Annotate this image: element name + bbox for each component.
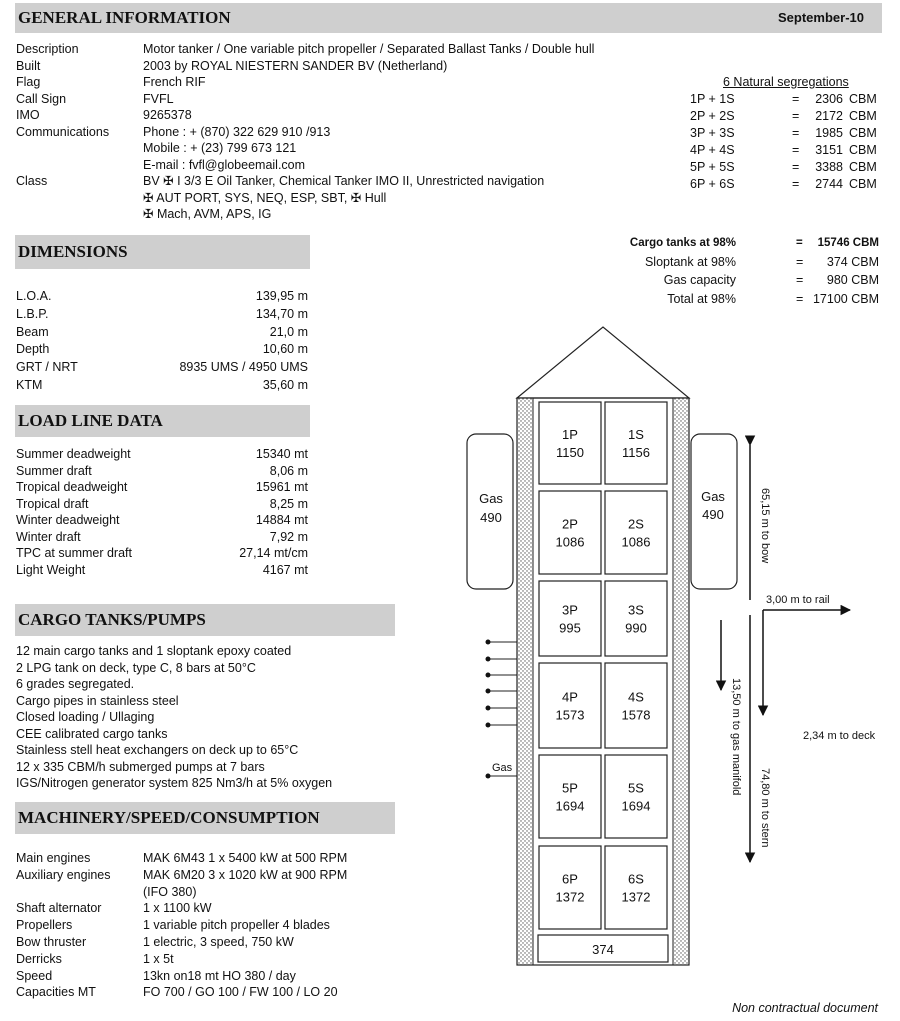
tank-6s	[605, 846, 667, 929]
general-label: Built	[16, 58, 41, 73]
tank-2p	[539, 491, 601, 574]
manifold-pipe-end	[486, 640, 491, 645]
tank-name: 4P	[562, 689, 578, 705]
cargo-tanks	[539, 402, 667, 929]
tank-2s	[605, 491, 667, 574]
general-value: Mobile : + (23) 799 673 121	[143, 141, 297, 155]
tank-name: 1S	[628, 427, 644, 442]
dimension-label: Beam	[16, 324, 49, 339]
manifold-pipe-end	[486, 673, 491, 678]
dimension-label: L.B.P.	[16, 306, 49, 321]
machinery-value: 1 variable pitch propeller 4 blades	[143, 918, 330, 933]
tank-capacity: 995	[559, 620, 581, 636]
cargo-title: CARGO TANKS/PUMPS	[18, 610, 206, 629]
tank-capacity: 1694	[555, 798, 585, 814]
general-value: FVFL	[143, 91, 174, 106]
general-value: 2003 by ROYAL NIESTERN SANDER BV (Netherland)	[143, 58, 448, 73]
dimension-label: GRT / NRT	[16, 360, 78, 375]
general-value: ✠ Mach, AVM, APS, IG	[143, 207, 272, 221]
dimension-value: 21,0 m	[269, 324, 308, 339]
machinery-value: 1 electric, 3 speed, 750 kW	[143, 935, 294, 949]
tank-name: 4S	[628, 689, 644, 705]
tank-5p	[539, 755, 601, 838]
segregation-value: 3151	[815, 143, 843, 157]
tank-capacity: 1086	[621, 534, 651, 550]
segregation-pair: 1P + 1S	[690, 92, 735, 106]
loadline-label: Summer deadweight	[16, 447, 131, 461]
tank-capacity: 1573	[555, 707, 585, 723]
manifold-pipe-end	[486, 706, 491, 711]
segregation-unit: CBM	[849, 160, 877, 174]
loadline-value: 8,06 m	[269, 463, 308, 478]
cargo-line: Cargo pipes in stainless steel	[16, 693, 179, 708]
machinery-value: (IFO 380)	[143, 884, 197, 899]
machinery-value: MAK 6M43 1 x 5400 kW at 500 RPM	[143, 851, 348, 865]
loadline-value: 15340 mt	[255, 447, 308, 461]
capacity-value: 980 CBM	[826, 273, 879, 287]
loadline-label: Summer draft	[16, 463, 92, 478]
cargo-line: IGS/Nitrogen generator system 825 Nm3/h at 5% oxygen	[16, 776, 333, 790]
loadline-label: Winter draft	[16, 529, 81, 544]
segregations-title: 6 Natural segregations	[723, 75, 849, 89]
tank-capacity: 1086	[555, 534, 585, 550]
machinery-value: 13kn on18 mt HO 380 / day	[143, 968, 296, 983]
segregation-value: 2172	[815, 109, 843, 123]
capacity-eq: =	[796, 254, 804, 269]
general-label: Call Sign	[16, 91, 67, 106]
tank-4p	[539, 663, 601, 748]
machinery-label: Auxiliary engines	[16, 867, 111, 882]
cargo-line: Stainless stell heat exchangers on deck up to 65°C	[16, 743, 299, 757]
cargo-line: 12 x 335 CBM/h submerged pumps at 7 bars	[16, 759, 265, 774]
loadline-label: Tropical draft	[16, 496, 89, 511]
tank-capacity: 1372	[555, 889, 585, 905]
tank-capacity: 1372	[621, 889, 651, 905]
segregation-pair: 5P + 5S	[690, 160, 735, 174]
tank-1p	[539, 402, 601, 484]
general-label: Communications	[16, 124, 110, 139]
capacity-eq: =	[796, 273, 804, 287]
loadline-value: 8,25 m	[269, 496, 308, 511]
dimension-value: 139,95 m	[255, 289, 308, 303]
dimension-label: Depth	[16, 342, 50, 357]
tank-3s	[605, 581, 667, 656]
tank-4s	[605, 663, 667, 748]
segregation-value: 2306	[815, 92, 843, 106]
tank-name: 2S	[628, 516, 644, 532]
general-value: Motor tanker / One variable pitch propeller / Separated Ballast Tanks / Double hull	[143, 42, 595, 56]
tank-name: 3S	[628, 602, 644, 618]
gas-pipe-end	[486, 774, 491, 779]
tank-6p	[539, 846, 601, 929]
gas-pipe-label: Gas	[492, 762, 513, 774]
capacity-label: Cargo tanks at 98%	[629, 237, 736, 249]
gas-tank-left-name: Gas	[479, 491, 503, 506]
capacity-label: Gas capacity	[663, 273, 736, 287]
cargo-line: 2 LPG tank on deck, type C, 8 bars at 50°C	[16, 660, 256, 675]
segregation-unit: CBM	[849, 126, 877, 140]
segregation-eq: =	[792, 160, 800, 174]
document-date: September-10	[778, 10, 864, 25]
capacity-eq: =	[796, 291, 804, 306]
cargo-line: CEE calibrated cargo tanks	[16, 726, 168, 741]
machinery-value: 1 x 5t	[143, 951, 174, 966]
dimensions-title: DIMENSIONS	[18, 242, 128, 261]
loadline-label: Tropical deadweight	[16, 480, 128, 494]
general-value: Phone : + (870) 322 629 910 /913	[143, 124, 331, 139]
machinery-value: 1 x 1100 kW	[143, 901, 212, 916]
capacity-value: 374 CBM	[826, 254, 879, 269]
loadline-label: TPC at summer draft	[16, 546, 132, 560]
tank-capacity: 990	[625, 620, 647, 636]
segregation-eq: =	[792, 109, 800, 123]
capacity-label: Sloptank at 98%	[644, 254, 736, 269]
segregation-unit: CBM	[849, 92, 877, 106]
manifold-dimension-label: 13,50 m to gas manifold	[730, 678, 742, 796]
tank-name: 2P	[562, 516, 578, 532]
loadline-value: 4167 mt	[262, 562, 308, 577]
tank-name: 6P	[562, 871, 578, 887]
tank-name: 6S	[628, 871, 644, 887]
capacity-eq: =	[796, 237, 803, 249]
cargo-line: Closed loading / Ullaging	[16, 710, 155, 724]
general-info-title: GENERAL INFORMATION	[18, 8, 231, 27]
tank-capacity: 1150	[556, 445, 584, 460]
dimension-label: L.O.A.	[16, 289, 52, 303]
tank-name: 5S	[628, 780, 644, 796]
bow-shape	[517, 327, 689, 398]
cargo-line: 6 grades segregated.	[16, 677, 135, 691]
segregation-pair: 4P + 4S	[690, 143, 735, 157]
segregation-eq: =	[792, 177, 800, 191]
tank-capacity: 1694	[621, 798, 651, 814]
sloptank-label: 374	[592, 942, 614, 957]
tank-capacity: 1156	[622, 445, 650, 460]
segregation-eq: =	[792, 92, 800, 106]
capacity-label: Total at 98%	[667, 291, 736, 306]
footer-note: Non contractual document	[732, 1001, 878, 1015]
dimension-value: 8935 UMS / 4950 UMS	[179, 360, 308, 375]
general-value: BV ✠ I 3/3 E Oil Tanker, Chemical Tanker IMO II, Unrestricted navigation	[143, 174, 545, 188]
manifold-pipe-end	[486, 689, 491, 694]
loadline-value: 14884 mt	[255, 513, 308, 527]
loadline-title: LOAD LINE DATA	[18, 411, 163, 430]
machinery-value: FO 700 / GO 100 / FW 100 / LO 20	[143, 985, 338, 1000]
gas-tank-left-cap: 490	[480, 510, 502, 525]
tank-name: 3P	[562, 602, 578, 618]
rail-dimension-label: 3,00 m to rail	[766, 594, 830, 606]
loadline-value: 15961 mt	[255, 480, 308, 494]
stern-dimension-label: 74,80 m to stern	[759, 768, 771, 848]
hull-wall-starboard	[673, 398, 689, 965]
machinery-label: Main engines	[16, 851, 91, 865]
machinery-label: Capacities MT	[16, 985, 96, 1000]
segregation-eq: =	[792, 143, 800, 157]
machinery-label: Propellers	[16, 918, 73, 933]
manifold-pipe-end	[486, 723, 491, 728]
tank-capacity: 1578	[621, 707, 651, 723]
general-value: French RIF	[143, 75, 206, 89]
general-label: IMO	[16, 108, 40, 122]
general-label: Class	[16, 174, 48, 188]
general-value: 9265378	[143, 108, 192, 122]
loadline-value: 27,14 mt/cm	[239, 546, 308, 560]
tank-name: 1P	[562, 427, 578, 442]
dimension-label: KTM	[16, 378, 43, 392]
segregation-pair: 6P + 6S	[690, 177, 735, 191]
machinery-title: MACHINERY/SPEED/CONSUMPTION	[18, 808, 320, 827]
deck-dimension-label: 2,34 m to deck	[803, 730, 876, 742]
segregation-unit: CBM	[849, 109, 877, 123]
hull-wall-port	[517, 398, 533, 965]
manifold-pipe-end	[486, 657, 491, 662]
loadline-value: 7,92 m	[269, 529, 308, 544]
tank-3p	[539, 581, 601, 656]
loadline-label: Light Weight	[16, 562, 86, 577]
bow-dimension-label: 65,15 m to bow	[759, 488, 771, 564]
capacity-value: 15746 CBM	[817, 237, 879, 249]
dimension-value: 134,70 m	[255, 306, 308, 321]
gas-tank-right-name: Gas	[701, 489, 725, 504]
segregation-unit: CBM	[849, 143, 877, 157]
general-label: Flag	[16, 75, 41, 89]
machinery-label: Derricks	[16, 951, 62, 966]
dimension-value: 35,60 m	[262, 378, 308, 392]
machinery-label: Shaft alternator	[16, 901, 102, 916]
dimension-value: 10,60 m	[262, 342, 308, 357]
tank-5s	[605, 755, 667, 838]
segregation-value: 2744	[815, 177, 843, 191]
machinery-label: Bow thruster	[16, 935, 87, 949]
tank-1s	[605, 402, 667, 484]
cargo-manifold-pipes	[486, 640, 518, 728]
tank-name: 5P	[562, 780, 578, 796]
segregation-value: 3388	[815, 160, 843, 174]
machinery-label: Speed	[16, 968, 53, 983]
segregation-eq: =	[792, 126, 800, 140]
capacity-value: 17100 CBM	[812, 291, 879, 306]
machinery-value: MAK 6M20 3 x 1020 kW at 900 RPM	[143, 867, 348, 882]
segregation-value: 1985	[815, 126, 843, 140]
gas-tank-right-cap: 490	[702, 507, 724, 522]
cargo-line: 12 main cargo tanks and 1 sloptank epoxy coated	[16, 644, 292, 658]
general-label: Description	[16, 42, 79, 56]
loadline-label: Winter deadweight	[16, 513, 120, 527]
segregation-unit: CBM	[849, 177, 877, 191]
general-value: E-mail : fvfl@globeemail.com	[143, 157, 306, 172]
segregation-pair: 2P + 2S	[690, 109, 735, 123]
general-value: ✠ AUT PORT, SYS, NEQ, ESP, SBT, ✠ Hull	[143, 190, 387, 205]
segregation-pair: 3P + 3S	[690, 126, 735, 140]
